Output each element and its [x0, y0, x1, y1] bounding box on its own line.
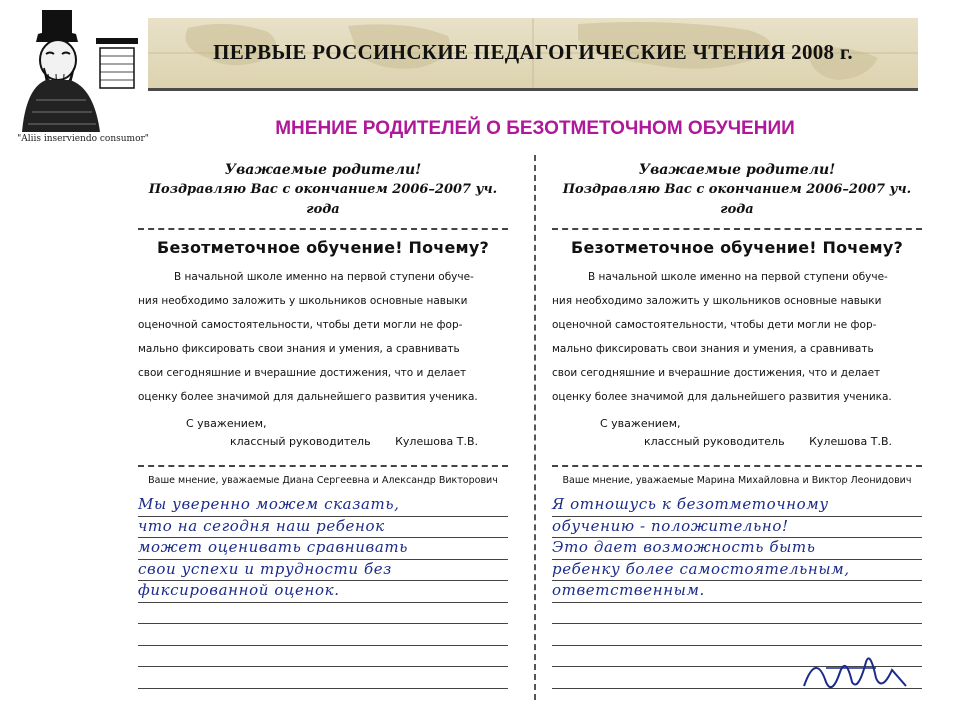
teacher-role-text: классный руководитель: [230, 435, 371, 448]
motto-caption: "Aliis inserviendo consumor": [17, 134, 149, 144]
handwritten-line: свои успехи и трудности без: [138, 559, 392, 578]
ruled-line: [552, 495, 922, 517]
letter-body-line: свои сегодняшние и вчерашние достижения, что и делает: [552, 367, 881, 379]
opinion-label: Ваше мнение, уважаемые Марина Михайловна и Виктор Леонидович: [562, 475, 912, 486]
letter-right: [552, 160, 922, 700]
teacher-role-text: классный руководитель: [644, 435, 785, 448]
opinion-label: Ваше мнение, уважаемые Диана Сергеевна и Александр Викторович: [148, 475, 498, 486]
ruled-line: [138, 667, 508, 689]
handwritten-line: Мы уверенно можем сказать,: [138, 495, 400, 513]
ruled-line: [552, 538, 922, 560]
letter-body-line: оценочной самостоятельности, чтобы дети могли не фор-: [138, 319, 463, 331]
greeting-line-1: Уважаемые родители!: [638, 162, 836, 178]
letter-body-line: свои сегодняшние и вчерашние достижения, что и делает: [138, 367, 467, 379]
handwritten-line: ответственным.: [552, 581, 705, 599]
ruled-line: [138, 581, 508, 603]
handwritten-line: фиксированной оценок.: [138, 581, 340, 599]
letter-heading: Безотметочное обучение! Почему?: [157, 238, 489, 257]
handwritten-line: Это дает возможность быть: [552, 538, 816, 556]
handwritten-line: Я отношусь к безотметочному: [552, 495, 829, 513]
letter-signoff: [138, 415, 508, 451]
ruled-line: [552, 517, 922, 539]
letter-body-line: мально фиксировать свои знания и умения, а сравнивать: [552, 343, 874, 355]
greeting-line-1: Уважаемые родители!: [224, 162, 422, 178]
letter-heading: Безотметочное обучение! Почему?: [571, 238, 903, 257]
letter-body-line: оценку более значимой для дальнейшего развития ученика.: [552, 391, 892, 403]
banner-title: ПЕРВЫЕ РОССИНСКИЕ ПЕДАГОГИЧЕСКИЕ ЧТЕНИЯ 2008 г.: [213, 40, 853, 64]
letter-greeting: [552, 160, 922, 220]
column-divider: [534, 155, 536, 700]
ruled-line: [552, 560, 922, 582]
handwriting-area: [138, 495, 508, 689]
teacher-name: Кулешова Т.В.: [809, 435, 892, 448]
header-banner: [148, 18, 918, 91]
greeting-line-2: Поздравляю Вас с окончанием 2006–2007 уч. года: [148, 182, 498, 217]
dashed-separator: [552, 228, 922, 230]
dashed-separator: [138, 465, 508, 467]
greeting-line-2: Поздравляю Вас с окончанием 2006–2007 уч. года: [562, 182, 912, 217]
ruled-line: [138, 560, 508, 582]
portrait-engraving: [16, 8, 148, 132]
dashed-separator: [138, 228, 508, 230]
letter-signoff: [552, 415, 922, 451]
handwritten-line: ребенку более самостоятельным,: [552, 559, 850, 578]
ruled-line: [138, 517, 508, 539]
letter-body-line: ния необходимо заложить у школьников основные навыки: [138, 295, 468, 307]
letter-body-line: В начальной школе именно на первой ступени обуче-: [174, 271, 474, 283]
ruled-line: [552, 603, 922, 625]
page-subtitle: МНЕНИЕ РОДИТЕЛЕЙ О БЕЗОТМЕТОЧНОМ ОБУЧЕНИИ: [275, 118, 795, 139]
closing-text: С уважением,: [600, 417, 681, 430]
letter-left: [138, 160, 508, 700]
letter-body-line: В начальной школе именно на первой ступени обуче-: [588, 271, 888, 283]
closing-text: С уважением,: [186, 417, 267, 430]
letter-greeting: [138, 160, 508, 220]
handwritten-line: может оценивать сравнивать: [138, 538, 409, 556]
ruled-line: [138, 646, 508, 668]
letter-body-line: оценочной самостоятельности, чтобы дети могли не фор-: [552, 319, 877, 331]
letter-body-line: мально фиксировать свои знания и умения, а сравнивать: [138, 343, 460, 355]
handwritten-line: обучению - положительно!: [552, 516, 789, 535]
handwritten-line: что на сегодня наш ребенок: [138, 516, 385, 535]
ruled-line: [138, 603, 508, 625]
letter-body-line: оценку более значимой для дальнейшего развития ученика.: [138, 391, 478, 403]
teacher-role: [552, 433, 922, 451]
parent-signature: [796, 642, 916, 698]
ruled-line: [552, 581, 922, 603]
letter-body-line: ния необходимо заложить у школьников основные навыки: [552, 295, 882, 307]
ruled-line: [138, 495, 508, 517]
teacher-role: [138, 433, 508, 451]
teacher-name: Кулешова Т.В.: [395, 435, 478, 448]
ruled-line: [138, 538, 508, 560]
ruled-line: [138, 624, 508, 646]
dashed-separator: [552, 465, 922, 467]
